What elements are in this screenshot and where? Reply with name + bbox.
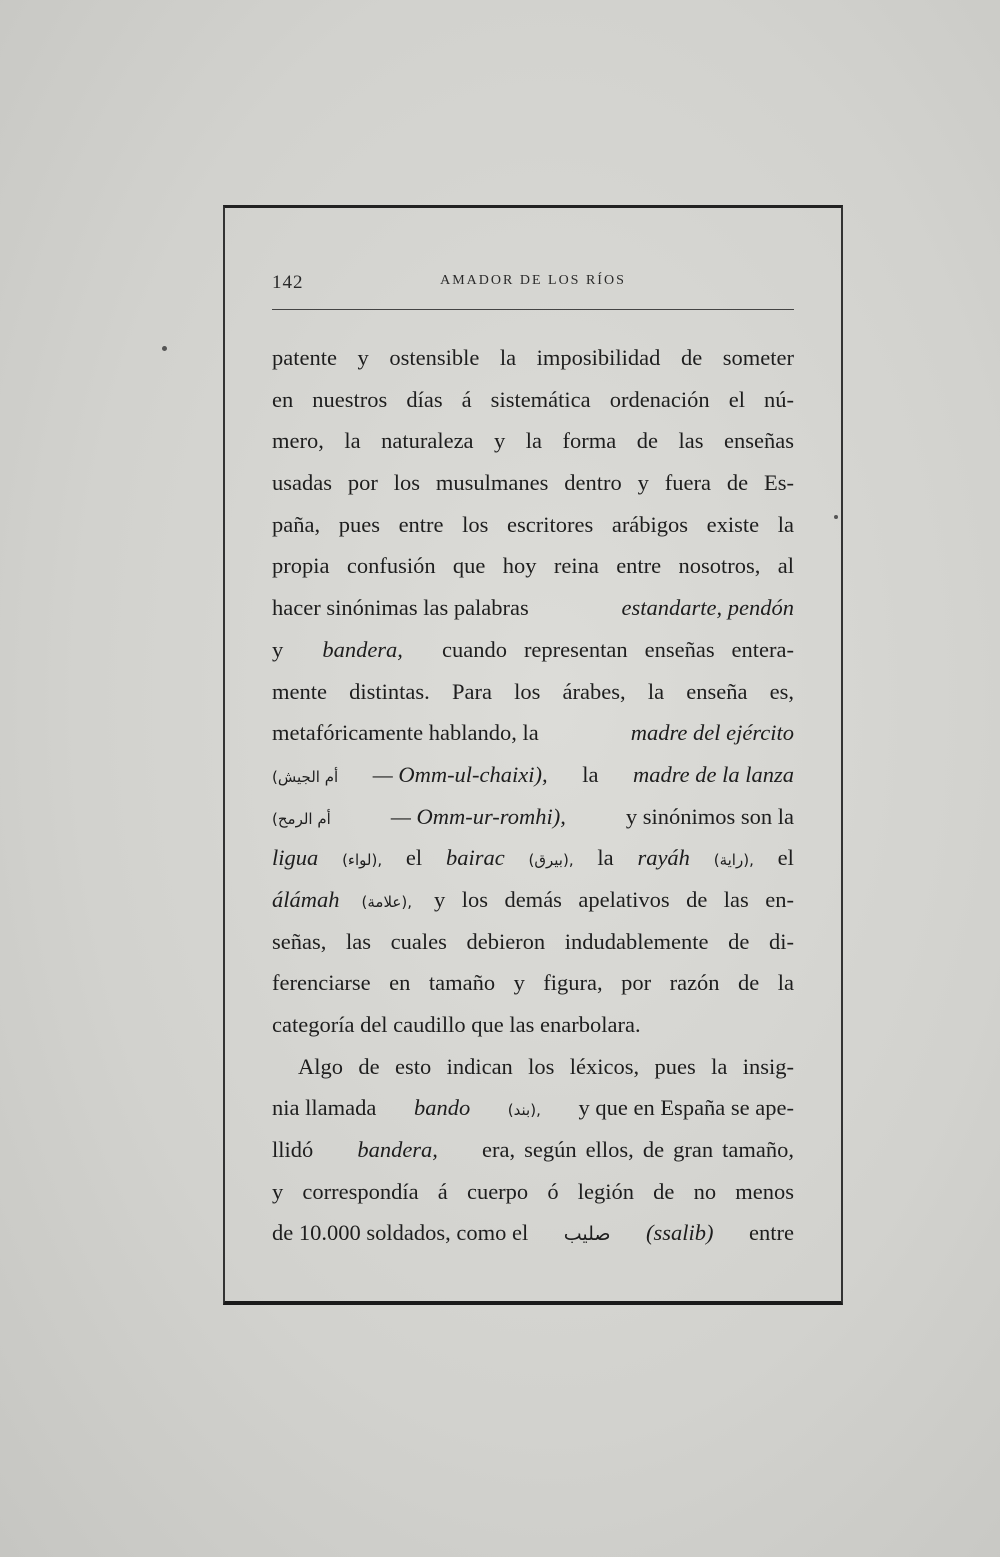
line-text: y sinónimos son la [625, 803, 794, 829]
text-line [272, 796, 794, 838]
arabic-term: (علامة), [361, 892, 412, 911]
arabic-term: (بيرق), [528, 851, 574, 870]
line-text: mero, la naturaleza y la forma de las enseñas [272, 428, 794, 454]
line-text: y que en España se ape- [578, 1095, 794, 1121]
arabic-term: (لواء), [342, 851, 383, 870]
line-text: paña, pues entre los escritores arábigos existe la [272, 511, 794, 537]
line-text: Algo de esto indican los léxicos, pues la insig- [298, 1053, 794, 1079]
text-line [272, 879, 794, 921]
italic-term: bandera, [357, 1137, 438, 1163]
line-text: señas, las cuales debieron indudablemente de di- [272, 928, 794, 954]
line-text: y los demás apelativos de las en- [434, 886, 794, 912]
text-line [272, 921, 794, 963]
text-line [272, 462, 794, 504]
line-text: y [272, 636, 284, 662]
text-line [272, 754, 794, 796]
text-line [272, 504, 794, 546]
line-text: el [777, 845, 794, 871]
page-number: 142 [272, 272, 304, 293]
ink-speck [162, 346, 167, 351]
text-line [272, 545, 794, 587]
text-line [272, 420, 794, 462]
text-line [272, 962, 794, 1004]
text-line [272, 712, 794, 754]
text-line [272, 1004, 794, 1046]
italic-term: madre de la lanza [632, 761, 794, 787]
italic-term: bandera, [322, 636, 403, 662]
line-text: en nuestros días á sistemática ordenación el nú- [272, 386, 794, 412]
line-text: ferenciarse en tamaño y figura, por razón de la [272, 970, 794, 996]
line-text: llidó [272, 1137, 314, 1163]
italic-term: bairac [445, 845, 505, 871]
line-text: nia llamada [272, 1095, 377, 1121]
italic-term: álámah [272, 886, 340, 912]
running-head: AMADOR DE LOS RÍOS [440, 273, 626, 288]
line-text: mente distintas. Para los árabes, la enseña es, [272, 678, 794, 704]
arabic-term: (أم الجيش [272, 767, 339, 786]
page-header [272, 272, 794, 296]
text-line [272, 1046, 794, 1088]
text-line [272, 837, 794, 879]
line-text: el [405, 845, 423, 871]
line-text: metafóricamente hablando, la [272, 720, 539, 746]
arabic-term: (راية), [713, 851, 754, 870]
line-text: propia confusión que hoy reina entre nosotros, al [272, 553, 794, 579]
italic-term: (ssalib) [646, 1220, 714, 1246]
line-text: la [597, 845, 614, 871]
italic-term: madre del ejército [630, 720, 794, 746]
header-rule [272, 309, 794, 310]
arabic-term: (بند), [507, 1101, 541, 1120]
text-line [272, 337, 794, 379]
arabic-term: (أم الرمح [272, 809, 331, 828]
line-text: hacer sinónimas las palabras [272, 595, 529, 621]
italic-term: estandarte, pendón [621, 595, 794, 621]
text-line [272, 1087, 794, 1129]
italic-term: ligua [272, 845, 319, 871]
line-text: de 10.000 soldados, como el [272, 1220, 529, 1246]
italic-term: bando [413, 1095, 471, 1121]
text-line [272, 1212, 794, 1254]
italic-term: rayáh [637, 845, 690, 871]
arabic-term: صليب [563, 1223, 611, 1246]
body-text [272, 337, 794, 1254]
line-text: cuando representan enseñas entera- [442, 636, 794, 662]
line-text: y correspondía á cuerpo ó legión de no menos [272, 1178, 794, 1204]
line-text: usadas por los musulmanes dentro y fuera de Es- [272, 470, 794, 496]
line-text: era, según ellos, de gran tamaño, [481, 1137, 794, 1163]
text-line [272, 587, 794, 629]
italic-term: — Omm-ul-chaixi), [372, 761, 548, 787]
text-line [272, 379, 794, 421]
line-text: la [582, 761, 599, 787]
line-text: entre [749, 1220, 794, 1246]
text-line [272, 629, 794, 671]
text-line [272, 671, 794, 713]
text-line [272, 1171, 794, 1213]
text-line [272, 1129, 794, 1171]
italic-term: — Omm-ur-romhi), [390, 803, 566, 829]
line-text: categoría del caudillo que las enarbolara. [272, 1012, 641, 1037]
line-text: patente y ostensible la imposibilidad de someter [272, 345, 794, 370]
